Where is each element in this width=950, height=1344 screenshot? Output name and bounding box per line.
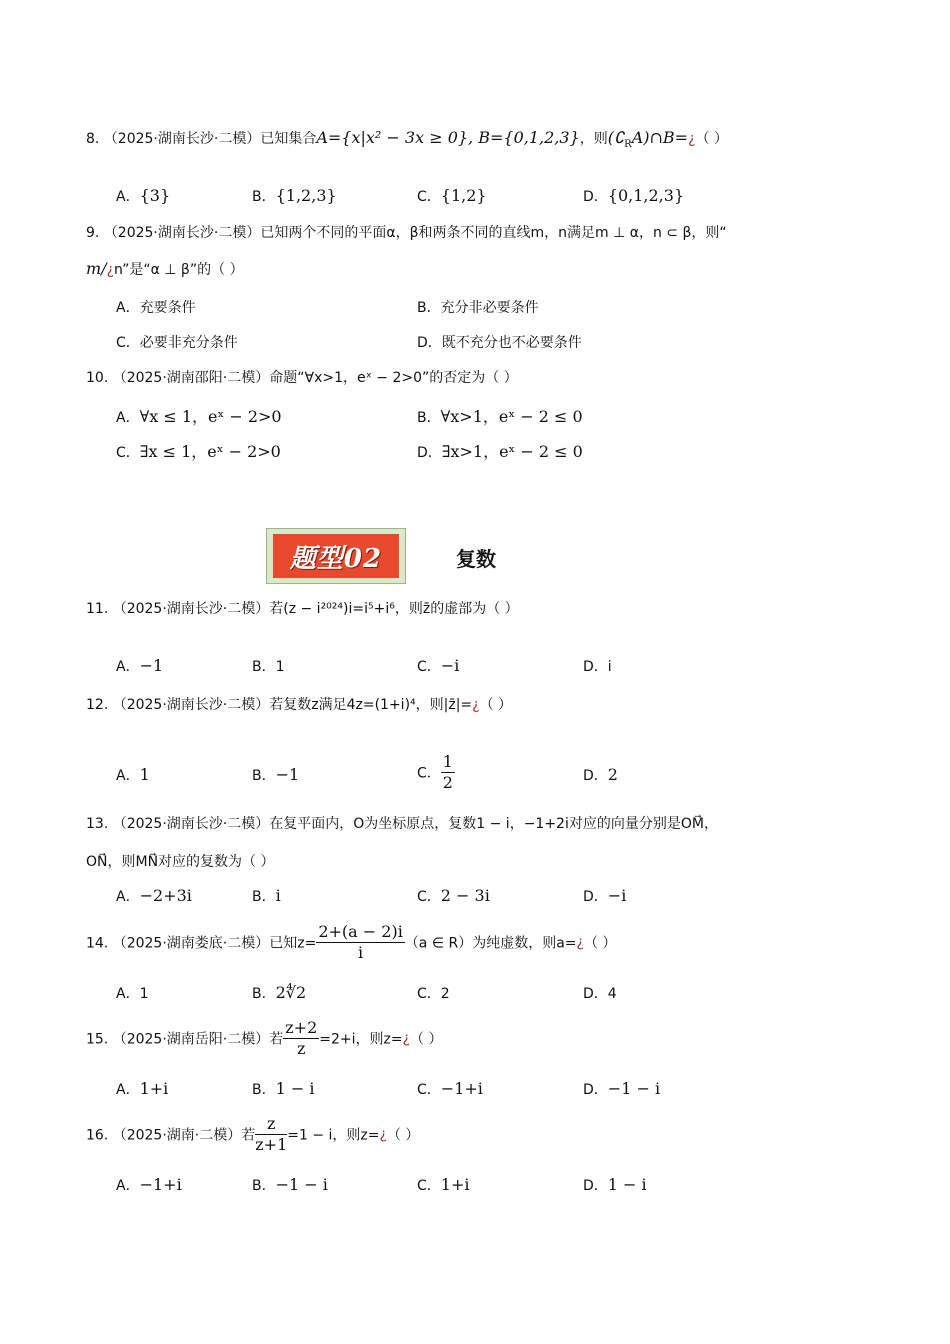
- question-8-suffix: （ ）: [695, 131, 728, 147]
- question-16-option-a: A．−1+i: [116, 1175, 182, 1194]
- question-16-option-c: C．1+i: [417, 1175, 470, 1194]
- question-15: 15. （2025·湖南岳阳·二模）若 $\frac{z+2}{z}$ =2+i，则z=¿（ ）: [86, 1018, 443, 1058]
- section-title: 复数: [456, 547, 496, 571]
- question-13-line-2: ON⃗，则MN⃗对应的复数为（ ）: [86, 854, 275, 870]
- question-8: [86, 128, 728, 150]
- question-16: 16. （2025·湖南·二模）若 $\frac{z}{z+1}$ =1 − i，则z=¿（ ）: [86, 1114, 420, 1154]
- question-10-option-d: D．∃x>1，eˣ − 2 ≤ 0: [417, 442, 583, 461]
- question-9-option-a: A．充要条件: [116, 300, 196, 316]
- question-12-option-d: D．2: [583, 765, 618, 784]
- question-11-option-b: B．1: [252, 659, 285, 675]
- question-8-option-b: B．{1,2,3}: [252, 186, 337, 205]
- question-8-option-c: C．{1,2}: [417, 186, 487, 205]
- question-8-math2-sub: R: [624, 138, 632, 150]
- question-8-math2-end: A)∩B=: [631, 128, 689, 147]
- question-9-option-c: C．必要非充分条件: [116, 335, 238, 351]
- question-15-option-b: B．1 − i: [252, 1079, 315, 1098]
- question-9-line-2: m/¿n”是“α ⊥ β”的（ ）: [86, 259, 244, 278]
- question-10: 10. （2025·湖南邵阳·二模）命题“∀x>1，eˣ − 2>0”的否定为（ ）: [86, 370, 518, 386]
- question-14: 14. （2025·湖南娄底·二模）已知z= $\frac{2+(a - 2)i}{i}$ （a ∈ R）为纯虚数，则a=¿（ ）: [86, 922, 617, 962]
- question-13-line-1: 13. （2025·湖南长沙·二模）在复平面内，O为坐标原点，复数1 − i，−1+2i对应的向量分别是OM⃗，: [86, 816, 718, 832]
- question-14-option-b: B．2∜2: [252, 983, 307, 1002]
- question-14-option-c: C．2: [417, 986, 450, 1002]
- question-8-math2: (∁: [607, 128, 625, 147]
- section-badge: [266, 528, 406, 584]
- question-9-line-1: 9. （2025·湖南长沙·二模）已知两个不同的平面α，β和两条不同的直线m，n满足m ⊥ α，n ⊂ β，则“: [86, 225, 727, 241]
- question-8-option-a: A．{3}: [116, 186, 171, 205]
- question-14-fraction: $\frac{2+(a - 2)i}{i}$: [318, 922, 403, 962]
- question-11: 11. （2025·湖南长沙·二模）若(z − i²⁰²⁴)i=i⁵+i⁶，则z̄的虚部为（ ）: [86, 601, 519, 617]
- question-8-prefix: 8. （2025·湖南长沙·二模）已知集合: [86, 131, 317, 147]
- question-15-option-a: A．1+i: [116, 1079, 169, 1098]
- question-15-option-d: D．−1 − i: [583, 1079, 661, 1098]
- question-8-math: A={x|x² − 3x ≥ 0}, B={0,1,2,3}: [316, 128, 580, 147]
- section-badge-text: 题型02: [289, 543, 383, 574]
- question-12: 12. （2025·湖南长沙·二模）若复数z满足4z=(1+i)⁴，则|z̄|=¿（ ）: [86, 697, 513, 713]
- question-14-option-a: A．1: [116, 986, 149, 1002]
- question-8-option-d: D．{0,1,2,3}: [583, 186, 685, 205]
- question-9-option-b: B．充分非必要条件: [417, 300, 539, 316]
- question-13-option-a: A．−2+3i: [116, 886, 192, 905]
- question-12-option-c: C． $\frac{1}{2}$: [417, 752, 453, 792]
- question-12-option-b: B．−1: [252, 765, 300, 784]
- question-13-option-c: C．2 − 3i: [417, 886, 490, 905]
- question-16-fraction: $\frac{z}{z+1}$: [255, 1114, 288, 1154]
- question-15-option-c: C．−1+i: [417, 1079, 483, 1098]
- question-8-mid: ，则: [579, 131, 608, 147]
- question-16-option-d: D．1 − i: [583, 1175, 647, 1194]
- question-9-option-d: D．既不充分也不必要条件: [417, 335, 582, 351]
- fraction-one-half: $\frac{1}{2}$: [442, 752, 453, 792]
- question-11-option-d: D．i: [583, 659, 612, 675]
- section-badge-inner: [273, 534, 399, 578]
- question-11-option-a: A．−1: [116, 656, 164, 675]
- question-8-glyph: ¿: [688, 131, 696, 147]
- question-16-option-b: B．−1 − i: [252, 1175, 328, 1194]
- question-10-option-a: A．∀x ≤ 1，eˣ − 2>0: [116, 407, 282, 426]
- question-15-fraction: $\frac{z+2}{z}$: [285, 1018, 318, 1058]
- question-11-option-c: C．−i: [417, 656, 460, 675]
- question-13-option-b: B．i: [252, 886, 281, 905]
- question-13-option-d: D．−i: [583, 886, 627, 905]
- question-12-option-a: A．1: [116, 765, 150, 784]
- question-10-option-b: B．∀x>1，eˣ − 2 ≤ 0: [417, 407, 583, 426]
- question-14-option-d: D．4: [583, 986, 617, 1002]
- question-10-option-c: C．∃x ≤ 1，eˣ − 2>0: [116, 442, 281, 461]
